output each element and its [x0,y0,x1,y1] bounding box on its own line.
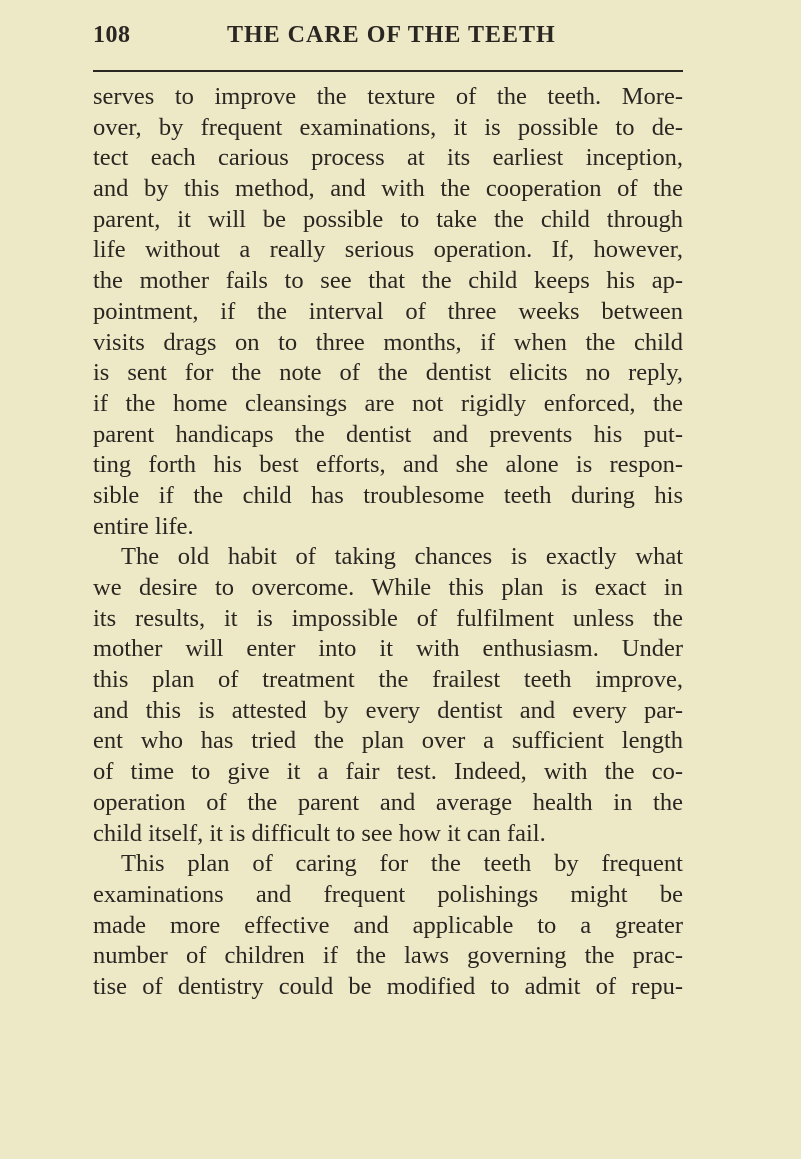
running-title: THE CARE OF THE TEETH [227,22,556,48]
text-line: tect each carious process at its earliest inception, [93,144,683,172]
paragraph-end-line: entire life. [93,512,194,540]
text-line: if the home cleansings are not rigidly enforced, the [93,389,683,417]
text-line: ent who has tried the plan over a sufficient length [93,727,683,755]
page-number: 108 [93,22,131,48]
text-line: mother will enter into it with enthusiasm. Under [93,635,683,663]
text-line: sible if the child has troublesome teeth during his [93,481,683,509]
text-line: examinations and frequent polishings might be [93,880,683,908]
text-line: number of children if the laws governing the prac- [93,942,683,970]
body-text [93,82,683,1003]
text-line: its results, it is impossible of fulfilment unless the [93,604,683,632]
paragraph-end-line: child itself, it is difficult to see how it can fail. [93,819,546,847]
paragraph-first-line: This plan of caring for the teeth by frequent [121,850,683,878]
text-line: parent handicaps the dentist and prevents his put- [93,420,683,448]
text-line: is sent for the note of the dentist elicits no reply, [93,359,683,387]
text-line: and by this method, and with the cooperation of the [93,175,683,203]
header-rule [93,70,683,72]
text-line: over, by frequent examinations, it is possible to de- [93,113,683,141]
page-header [93,22,683,56]
text-line: this plan of treatment the frailest teeth improve, [93,666,683,694]
text-line: parent, it will be possible to take the child through [93,205,683,233]
text-line: made more effective and applicable to a greater [93,911,683,939]
text-line: and this is attested by every dentist and every par- [93,696,683,724]
text-line: pointment, if the interval of three weeks between [93,297,683,325]
text-line: operation of the parent and average health in the [93,788,683,816]
text-line: visits drags on to three months, if when the child [93,328,683,356]
text-line: life without a really serious operation. If, however, [93,236,683,264]
text-line: tise of dentistry could be modified to admit of repu- [93,972,683,1000]
text-line: we desire to overcome. While this plan is exact in [93,574,683,601]
paragraph-first-line: The old habit of taking chances is exactly what [121,543,683,571]
text-line: ting forth his best efforts, and she alone is respon- [93,451,683,479]
text-line: of time to give it a fair test. Indeed, with the co- [93,758,683,786]
text-line: serves to improve the texture of the teeth. More- [93,83,683,110]
text-line: the mother fails to see that the child keeps his ap- [93,267,683,295]
